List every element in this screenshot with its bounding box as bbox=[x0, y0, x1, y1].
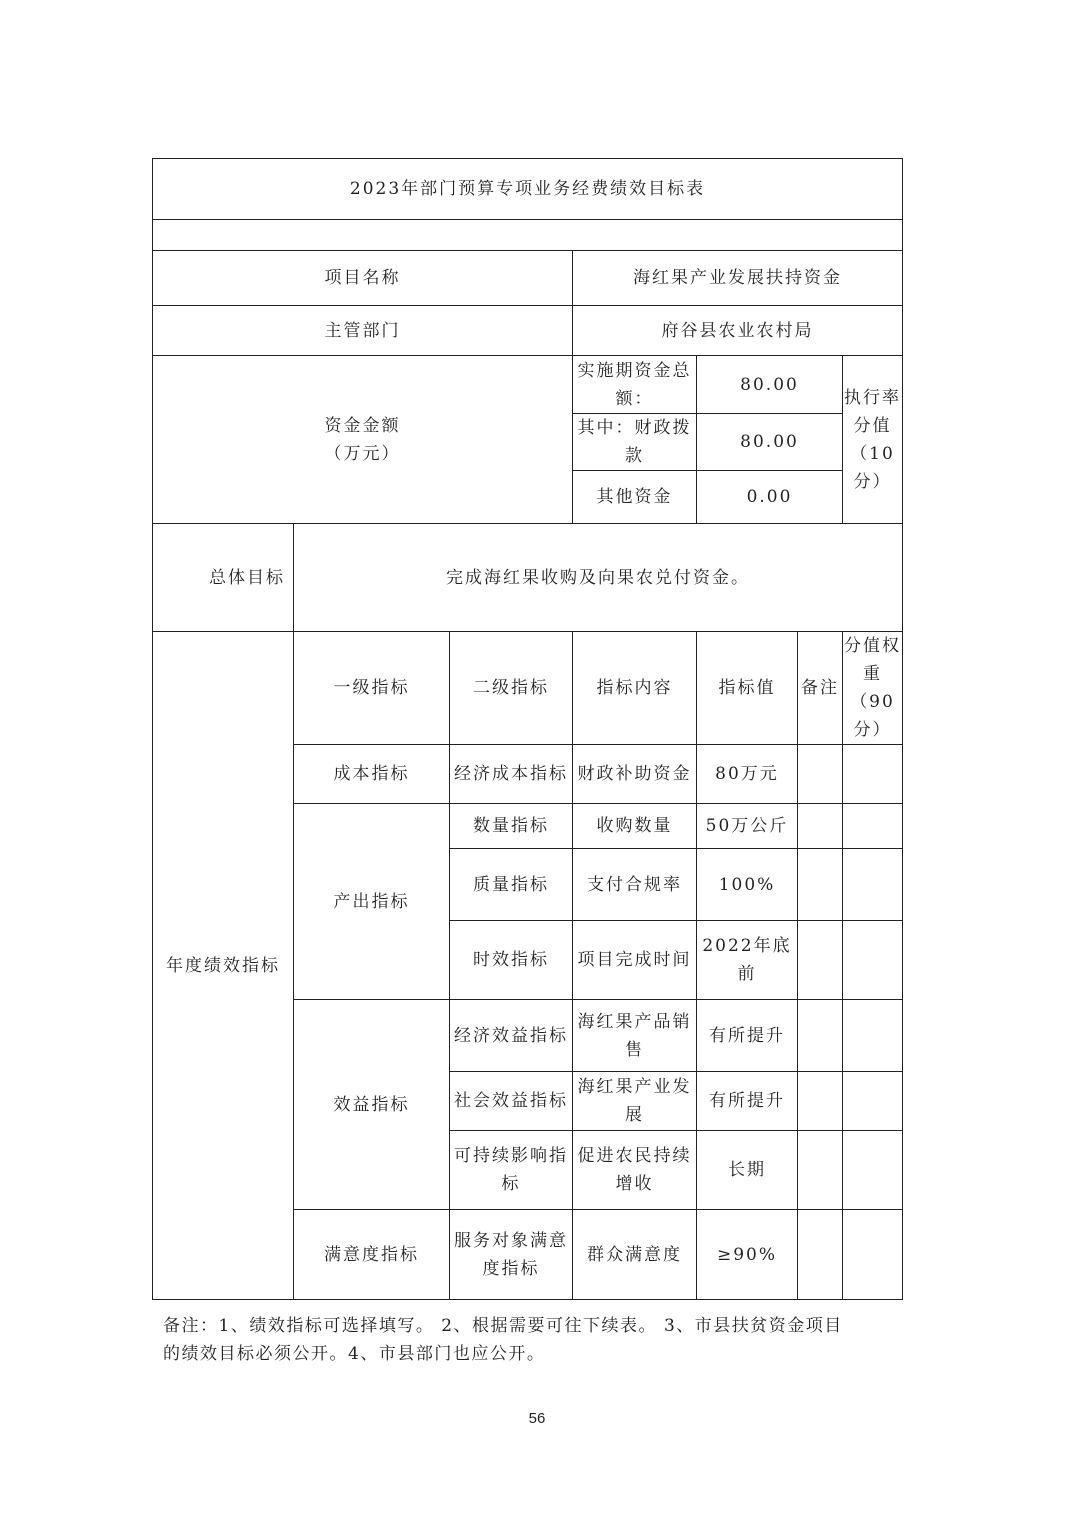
funds-label-line1: 资金金额 bbox=[324, 415, 401, 436]
overall-goal-value: 完成海红果收购及向果农兑付资金。 bbox=[294, 524, 903, 632]
satisfaction-content: 群众满意度 bbox=[573, 1210, 697, 1300]
social-weight bbox=[843, 1072, 903, 1131]
overall-goal-label: 总体目标 bbox=[153, 524, 294, 632]
econ-level2: 经济效益指标 bbox=[450, 1000, 573, 1072]
performance-table-container bbox=[152, 158, 902, 1300]
blank-row bbox=[153, 220, 903, 251]
header-content: 指标内容 bbox=[573, 632, 697, 745]
other-funds-value: 0.00 bbox=[697, 471, 843, 524]
econ-content: 海红果产品销售 bbox=[573, 1000, 697, 1072]
cost-level2: 经济成本指标 bbox=[450, 745, 573, 804]
time-weight bbox=[843, 921, 903, 1000]
satisfaction-level2: 服务对象满意度指标 bbox=[450, 1210, 573, 1300]
quality-remark bbox=[798, 849, 843, 921]
total-funds-label: 实施期资金总额： bbox=[573, 356, 697, 414]
funds-label bbox=[153, 356, 573, 524]
sustain-level2: 可持续影响指标 bbox=[450, 1131, 573, 1210]
econ-value: 有所提升 bbox=[697, 1000, 798, 1072]
satisfaction-level1: 满意度指标 bbox=[294, 1210, 450, 1300]
qty-remark bbox=[798, 804, 843, 849]
quality-level2: 质量指标 bbox=[450, 849, 573, 921]
social-level2: 社会效益指标 bbox=[450, 1072, 573, 1131]
footnote: 备注：1、绩效指标可选择填写。 2、根据需要可往下续表。 3、市县扶贫资金项目的绩效目标必须公开。4、市县部门也应公开。 bbox=[163, 1316, 843, 1364]
econ-weight bbox=[843, 1000, 903, 1072]
time-content: 项目完成时间 bbox=[573, 921, 697, 1000]
quality-content: 支付合规率 bbox=[573, 849, 697, 921]
satisfaction-remark bbox=[798, 1210, 843, 1300]
funds-label-line2: （万元） bbox=[324, 443, 401, 464]
annual-indicators-label: 年度绩效指标 bbox=[153, 632, 294, 1300]
header-level2: 二级指标 bbox=[450, 632, 573, 745]
header-weight: 分值权重（90分） bbox=[843, 632, 903, 745]
fiscal-funds-value: 80.00 bbox=[697, 414, 843, 471]
time-remark bbox=[798, 921, 843, 1000]
fiscal-funds-label: 其中：财政拨款 bbox=[573, 414, 697, 471]
project-name-value: 海红果产业发展扶持资金 bbox=[573, 251, 903, 306]
performance-table bbox=[152, 158, 903, 1300]
time-value: 2022年底前 bbox=[697, 921, 798, 1000]
qty-level2: 数量指标 bbox=[450, 804, 573, 849]
sustain-weight bbox=[843, 1131, 903, 1210]
benefit-level1: 效益指标 bbox=[294, 1000, 450, 1210]
cost-content: 财政补助资金 bbox=[573, 745, 697, 804]
social-content: 海红果产业发展 bbox=[573, 1072, 697, 1131]
econ-remark bbox=[798, 1000, 843, 1072]
cost-remark bbox=[798, 745, 843, 804]
project-name-label: 项目名称 bbox=[153, 251, 573, 306]
cost-value: 80万元 bbox=[697, 745, 798, 804]
social-remark bbox=[798, 1072, 843, 1131]
total-funds-value: 80.00 bbox=[697, 356, 843, 414]
sustain-remark bbox=[798, 1131, 843, 1210]
cost-weight bbox=[843, 745, 903, 804]
satisfaction-weight bbox=[843, 1210, 903, 1300]
satisfaction-value: ≥90% bbox=[697, 1210, 798, 1300]
output-level1: 产出指标 bbox=[294, 804, 450, 1000]
department-label: 主管部门 bbox=[153, 306, 573, 356]
quality-value: 100% bbox=[697, 849, 798, 921]
other-funds-label: 其他资金 bbox=[573, 471, 697, 524]
sustain-content: 促进农民持续增收 bbox=[573, 1131, 697, 1210]
header-remark: 备注 bbox=[798, 632, 843, 745]
header-level1: 一级指标 bbox=[294, 632, 450, 745]
execution-score-label: 执行率分值（10分） bbox=[843, 356, 903, 524]
cost-level1: 成本指标 bbox=[294, 745, 450, 804]
page-number: 56 bbox=[528, 1410, 546, 1427]
quality-weight bbox=[843, 849, 903, 921]
social-value: 有所提升 bbox=[697, 1072, 798, 1131]
sustain-value: 长期 bbox=[697, 1131, 798, 1210]
header-value: 指标值 bbox=[697, 632, 798, 745]
table-title: 2023年部门预算专项业务经费绩效目标表 bbox=[153, 159, 903, 220]
qty-content: 收购数量 bbox=[573, 804, 697, 849]
time-level2: 时效指标 bbox=[450, 921, 573, 1000]
department-value: 府谷县农业农村局 bbox=[573, 306, 903, 356]
qty-value: 50万公斤 bbox=[697, 804, 798, 849]
qty-weight bbox=[843, 804, 903, 849]
